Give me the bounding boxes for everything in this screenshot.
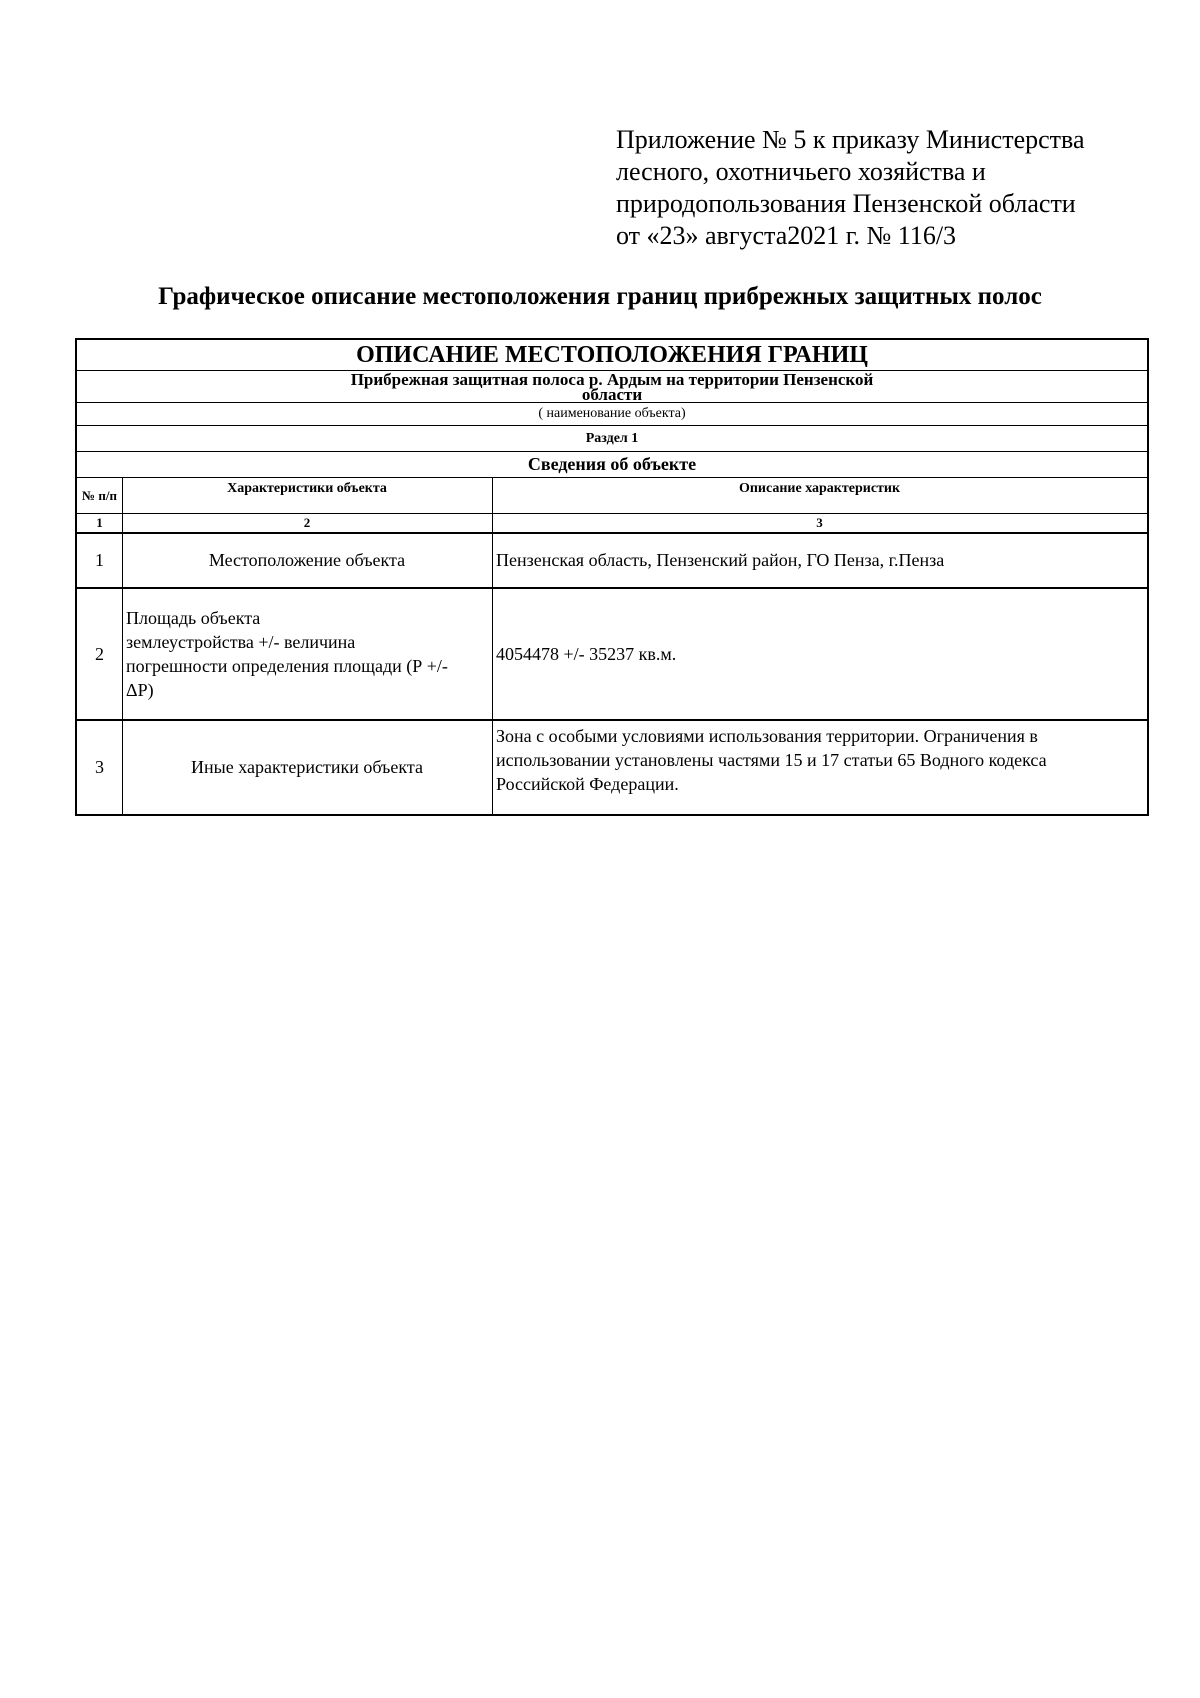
column-header-num: № п/п [82,487,117,503]
object-name [77,371,1147,402]
appendix-line: природопользования Пензенской области [616,189,1076,218]
table-header-row [77,340,1147,371]
description-line: Российской Федерации. [496,774,679,794]
table-row [77,589,1147,721]
column-header-row [77,478,1147,514]
object-name-row [77,371,1147,403]
row-description [492,721,1147,814]
appendix-note [616,124,1176,252]
object-caption-row [77,403,1147,426]
table-header: ОПИСАНИЕ МЕСТОПОЛОЖЕНИЯ ГРАНИЦ [356,341,868,368]
column-divider [122,514,123,532]
row-number: 1 [95,550,104,570]
table-row [77,534,1147,589]
row-number: 2 [95,643,104,664]
row-description: Пензенская область, Пензенский район, ГО Пенза, г.Пенза [496,550,945,570]
appendix-line: Приложение № 5 к приказу Министерства [616,125,1085,154]
section-row [77,426,1147,452]
column-divider [492,589,493,719]
characteristic-line: Площадь объекта [126,608,261,628]
object-name-line: области [581,384,643,404]
column-divider [492,721,493,814]
characteristic-line: землеустройства +/- величина [126,632,356,652]
description-line: Зона с особыми условиями использования территории. Ограничения в [496,726,1038,746]
row-description: 4054478 +/- 35237 кв.м. [496,643,677,664]
column-divider [122,534,123,587]
row-characteristic [122,589,492,719]
column-divider [492,514,493,532]
column-divider [122,478,123,513]
appendix-line: от «23» августа2021 г. № 116/3 [616,221,957,250]
column-header-description: Описание характеристик [738,481,901,496]
section-title: Сведения об объекте [527,454,697,474]
document-title: Графическое описание местоположения границ прибрежных защитных полос [158,283,1042,310]
column-number-row [77,514,1147,534]
column-divider [492,534,493,587]
column-number: 3 [816,515,823,530]
column-divider [122,721,123,814]
section-title-row [77,452,1147,478]
characteristic-line: ΔР) [126,680,154,700]
row-characteristic: Местоположение объекта [208,550,406,570]
object-name-line: Прибрежная защитная полоса р. Ардым на территории Пензенской [350,369,874,389]
table-row [77,721,1147,814]
description-line: использовании установлены частями 15 и 17 статьи 65 Водного кодекса [496,750,1047,770]
row-characteristic: Иные характеристики объекта [191,757,423,777]
column-divider [492,478,493,513]
section-label: Раздел 1 [585,430,639,446]
column-number: 2 [303,515,311,530]
object-name-caption: ( наименование объекта) [538,406,686,421]
row-number: 3 [95,757,104,777]
characteristic-line: погрешности определения площади (Р +/- [126,656,448,676]
column-header-characteristic: Характеристики объекта [227,481,387,496]
column-number: 1 [96,515,103,530]
boundary-description-table [75,338,1149,816]
appendix-line: лесного, охотничьего хозяйства и [616,157,986,186]
column-divider [122,589,123,719]
